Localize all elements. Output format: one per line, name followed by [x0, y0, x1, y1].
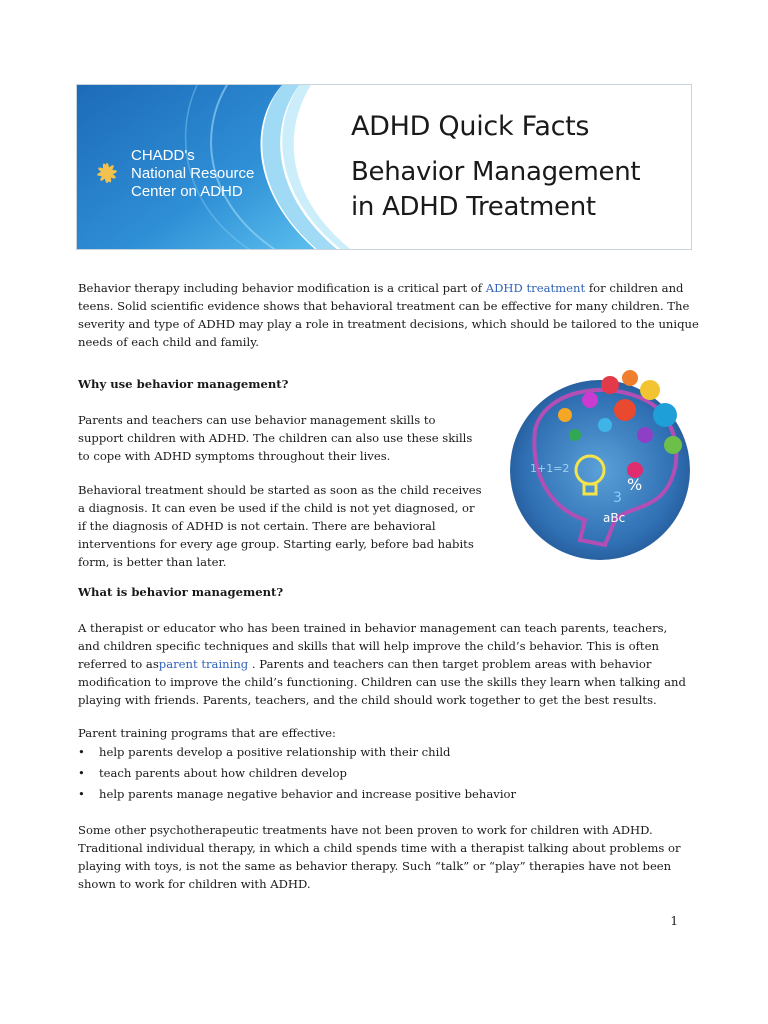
- percent-label: %: [627, 475, 643, 494]
- logo-line-2: National Resource: [131, 165, 255, 182]
- subtitle-line-2: in ADHD Treatment: [351, 192, 596, 222]
- list-item: [78, 784, 678, 805]
- bullet-text: help parents manage negative behavior and increase positive behavior: [99, 787, 517, 801]
- starburst-icon: [87, 149, 127, 199]
- parent-training-link[interactable]: parent training: [158, 657, 249, 671]
- page-subtitle: [351, 155, 681, 225]
- effective-programs-list: [78, 742, 678, 805]
- why-paragraph-2: Behavioral treatment should be started as soon as the child receives a diagnosis. It can even be used if the child is not yet diagnosed, or if the diagnosis of ADHD is not certain. There are behavioral interventions for every age group. Starting early, before bad habits form, is better than later.: [78, 483, 482, 569]
- list-item: [78, 763, 678, 784]
- intro-text-1: Behavior therapy including behavior modification is a critical part of: [78, 281, 486, 295]
- intro-text-2: for children and teens. Solid scientific evidence shows that behavioral treatment can be effective for many children. The severity and type of ADHD may play a role in treatment decisions, which should be tailored to the unique needs of each child and family.: [78, 281, 699, 349]
- logo-line-1: CHADD's: [131, 147, 195, 164]
- what-text-1: A therapist or educator who has been trained in behavior management can teach parents, teachers, and children specific techniques and skills that will help improve the child’s behavior. This is often referred to as: [78, 621, 668, 671]
- what-text-2: . Parents and teachers can then target problem areas with behavior modification to improve the child’s functioning. Children can use the skills they learn when talking and playing with friends. Parents, teachers, and the child should work together to get the best results.: [78, 657, 686, 707]
- math-label: 1+1=2: [530, 462, 570, 475]
- list-item: [78, 742, 678, 763]
- what-paragraph: [78, 619, 690, 709]
- logo-line-3: Center on ADHD: [131, 183, 243, 200]
- bullet-icon: •: [78, 766, 85, 780]
- adhd-treatment-link[interactable]: ADHD treatment: [485, 281, 586, 295]
- why-heading: Why use behavior management?: [78, 377, 289, 391]
- why-paragraph-1: Parents and teachers can use behavior management skills to support children with ADHD. The children can also use these skills to cope with ADHD symptoms throughout their lives.: [78, 413, 473, 463]
- bullet-icon: •: [78, 787, 85, 801]
- header-banner: [76, 84, 692, 250]
- bullet-icon: •: [78, 745, 85, 759]
- page-title: ADHD Quick Facts: [351, 111, 590, 142]
- what-heading: What is behavior management?: [78, 585, 284, 599]
- closing-paragraph: Some other psychotherapeutic treatments have not been proven to work for children with ADHD. Traditional individual therapy, in which a child spends time with a therapist talking about problems or playing with toys, is not the same as behavior therapy. Such “talk” or “play” therapies have not been shown to work for children with ADHD.: [78, 823, 681, 891]
- subtitle-line-1: Behavior Management: [351, 157, 641, 187]
- bullet-text: help parents develop a positive relationship with their child: [99, 745, 451, 759]
- chadd-logo: [87, 149, 287, 209]
- list-intro: Parent training programs that are effective:: [78, 726, 336, 740]
- bullet-text: teach parents about how children develop: [99, 766, 347, 780]
- brain-gears-illustration: [505, 360, 695, 570]
- page-number: 1: [670, 914, 678, 928]
- three-label: 3: [613, 490, 622, 506]
- abc-label: aBc: [603, 511, 626, 525]
- intro-paragraph: [78, 279, 702, 351]
